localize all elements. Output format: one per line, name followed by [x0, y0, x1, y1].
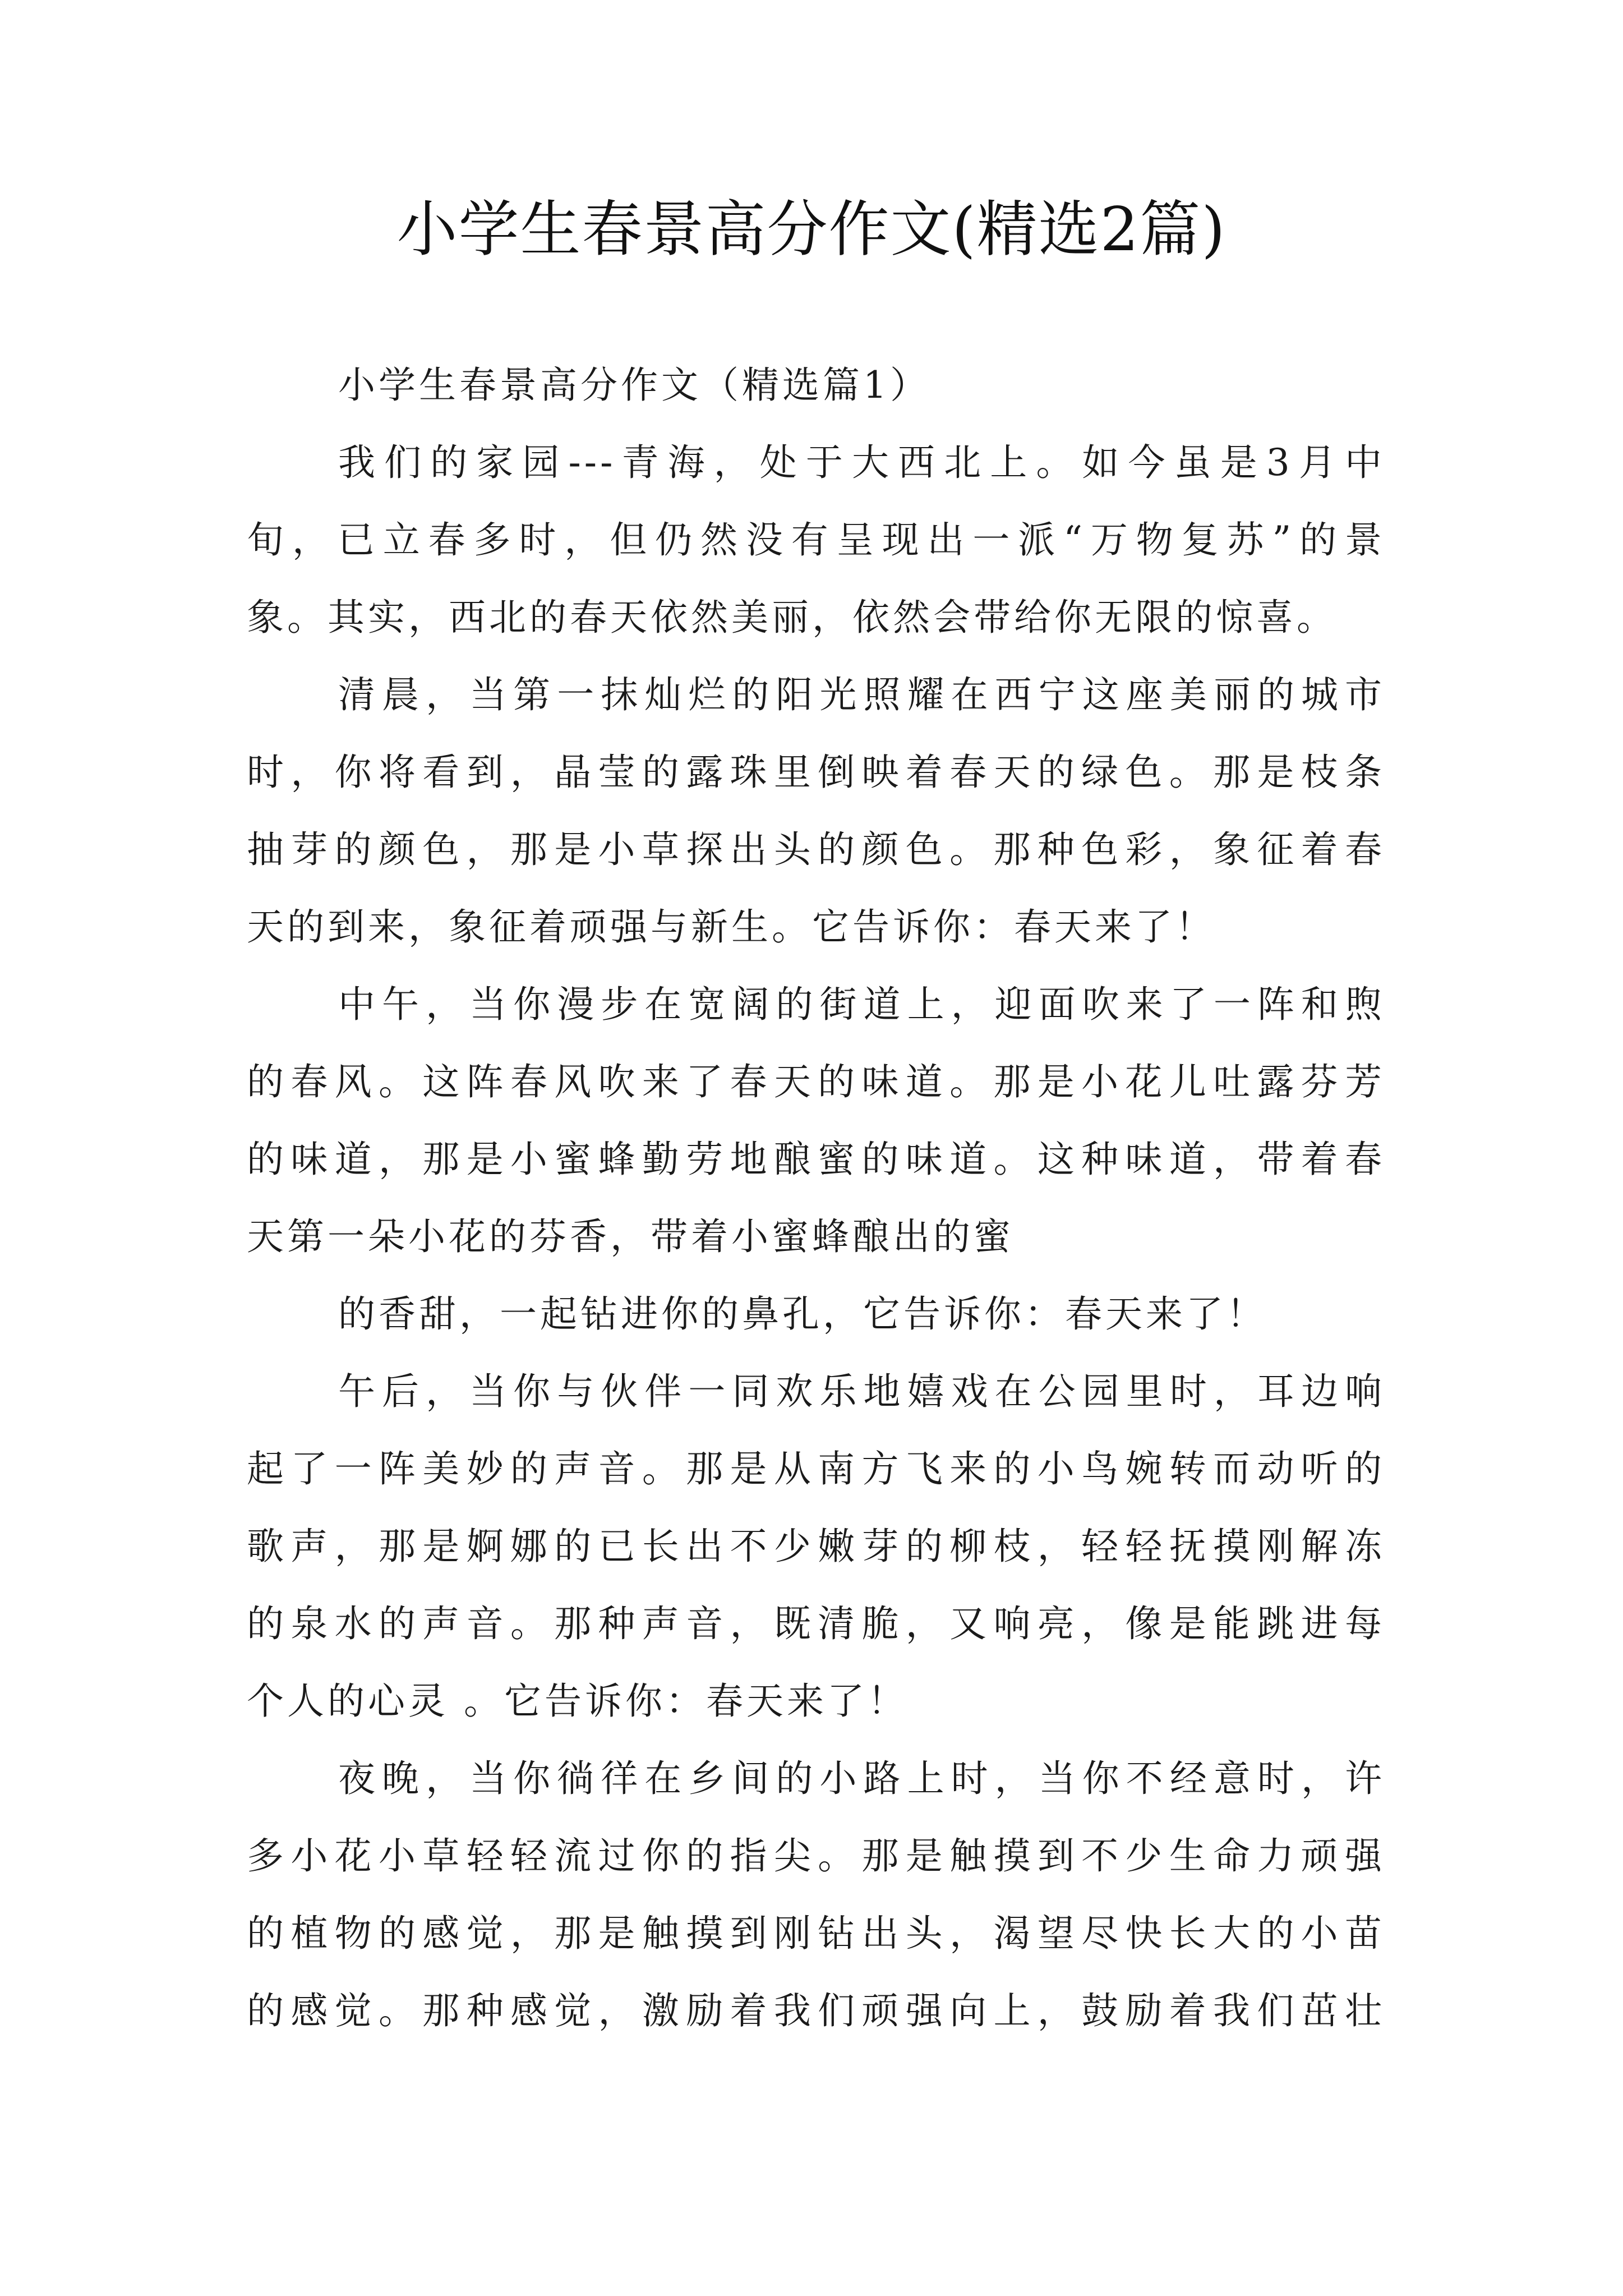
text-line: 的味道，那是小蜜蜂勤劳地酿蜜的味道。这种味道，带着春 [247, 1138, 1385, 1181]
text-line: 的春风。这阵春风吹来了春天的味道。那是小花儿吐露芬芳 [247, 1060, 1385, 1103]
text-line: 个人的心灵 。它告诉你：春天来了！ [247, 1680, 908, 1723]
text-line: 抽芽的颜色，那是小草探出头的颜色。那种色彩，象征着春 [247, 828, 1385, 871]
document-title: 小学生春景高分作文(精选2篇) [396, 195, 1227, 265]
text-line: 歌声，那是婀娜的已长出不少嫩芽的柳枝，轻轻抚摸刚解冻 [247, 1525, 1385, 1568]
text-line: 天的到来，象征着顽强与新生。它告诉你：春天来了！ [247, 905, 1216, 949]
text-line: 象。其实，西北的春天依然美丽，依然会带给你无限的惊喜。 [247, 596, 1337, 639]
text-line: 我们的家园---青海，处于大西北上。如今虽是3月中 [338, 441, 1385, 484]
text-line: 旬，已立春多时，但仍然没有呈现出一派“万物复苏”的景 [247, 518, 1385, 562]
text-line: 时，你将看到，晶莹的露珠里倒映着春天的绿色。那是枝条 [247, 751, 1385, 794]
text-line: 小学生春景高分作文（精选篇1） [338, 364, 930, 407]
text-line: 中午，当你漫步在宽阔的街道上，迎面吹来了一阵和煦 [338, 983, 1385, 1026]
text-line: 起了一阵美妙的声音。那是从南方飞来的小鸟婉转而动听的 [247, 1447, 1385, 1490]
text-line: 的泉水的声音。那种声音，既清脆，又响亮，像是能跳进每 [247, 1602, 1385, 1645]
text-line: 天第一朵小花的芬香，带着小蜜蜂酿出的蜜 [247, 1215, 1014, 1258]
text-line: 清晨，当第一抹灿烂的阳光照耀在西宁这座美丽的城市 [338, 673, 1385, 716]
text-line: 的香甜，一起钻进你的鼻孔，它告诉你：春天来了！ [338, 1292, 1267, 1336]
text-line: 夜晚，当你徜徉在乡间的小路上时，当你不经意时，许 [338, 1757, 1385, 1800]
text-line: 午后，当你与伙伴一同欢乐地嬉戏在公园里时，耳边响 [338, 1370, 1385, 1413]
document-body [247, 347, 1385, 2050]
text-line: 的植物的感觉，那是触摸到刚钻出头，渴望尽快长大的小苗 [247, 1912, 1385, 1955]
text-line: 的感觉。那种感觉，激励着我们顽强向上，鼓励着我们茁壮 [247, 1989, 1385, 2032]
text-line: 多小花小草轻轻流过你的指尖。那是触摸到不少生命力顽强 [247, 1834, 1385, 1878]
